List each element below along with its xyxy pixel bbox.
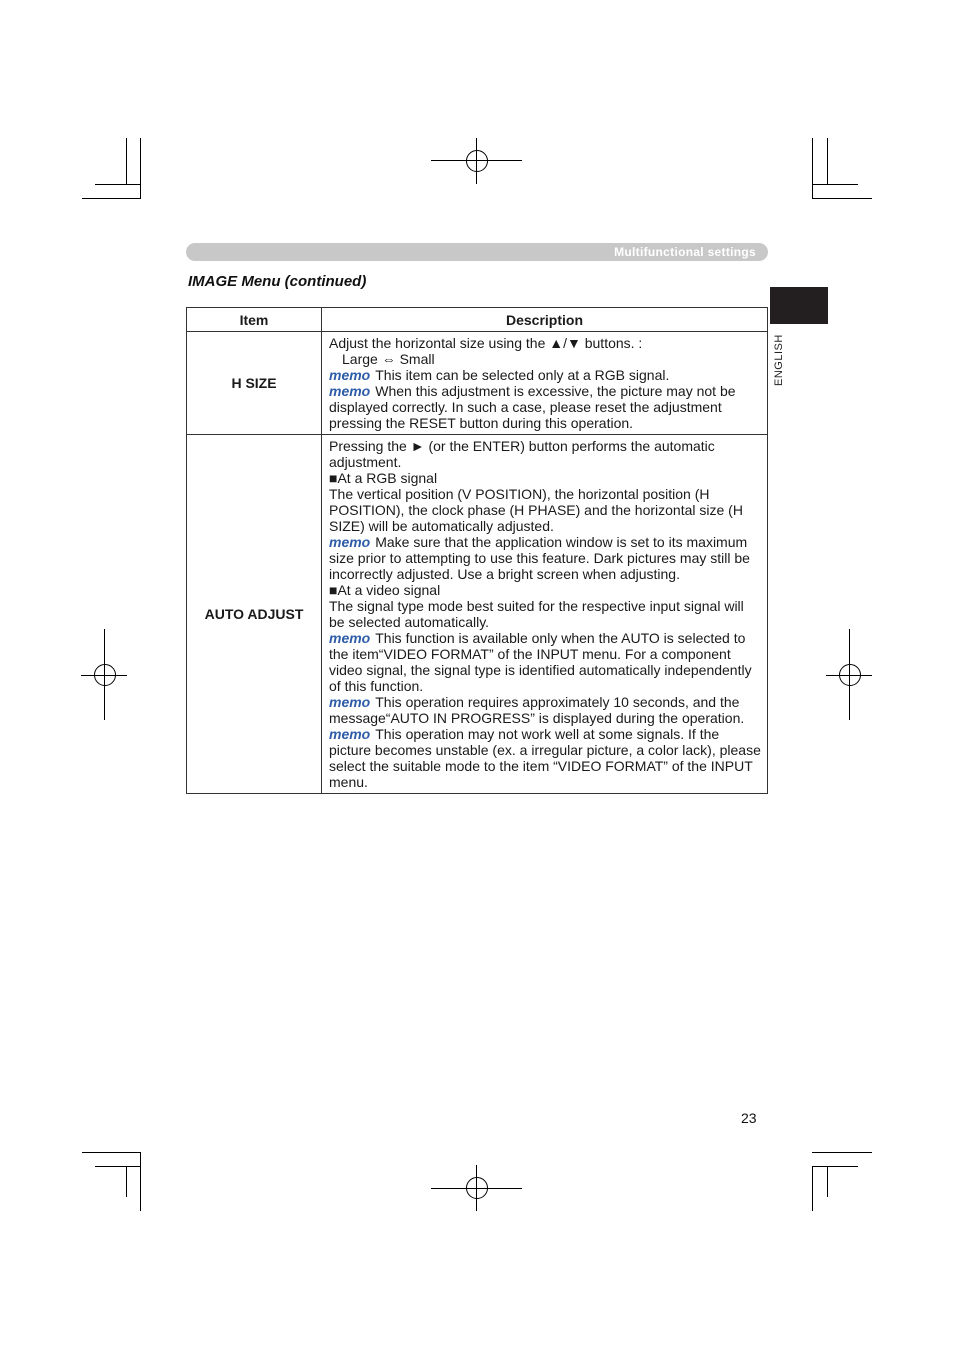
- description-line: [329, 335, 761, 351]
- description-text: ■At a video signal: [329, 582, 441, 598]
- registration-mark: [94, 664, 116, 686]
- section-header-bar: [186, 243, 768, 261]
- memo-label: memo: [329, 694, 371, 710]
- registration-mark: [466, 150, 488, 172]
- crop-mark: [126, 138, 127, 184]
- crop-mark: [95, 1166, 141, 1167]
- crop-mark: [827, 138, 828, 184]
- registration-mark: [839, 664, 861, 686]
- description-text: ■At a RGB signal: [329, 470, 438, 486]
- crop-mark: [95, 184, 141, 185]
- crop-mark: [812, 1166, 813, 1211]
- description-line: [329, 470, 761, 486]
- table-row: [187, 435, 768, 794]
- table-body: [187, 332, 768, 794]
- section-header-label: Multifunctional settings: [614, 245, 756, 259]
- description-line: [329, 486, 761, 534]
- crop-mark: [140, 1152, 141, 1211]
- description-line: [329, 630, 761, 694]
- language-label: ENGLISH: [773, 334, 785, 386]
- crop-mark: [82, 1152, 141, 1153]
- table-header-row: [187, 308, 768, 332]
- description-line: [329, 534, 761, 582]
- description-text: When this adjustment is excessive, the picture may not be displayed correctly. In such a case, please reset the adjustment pressing the RESET button during this operation.: [329, 383, 736, 431]
- crop-mark: [812, 184, 858, 185]
- description-line: [329, 582, 761, 598]
- crop-mark: [82, 198, 141, 199]
- memo-label: memo: [329, 383, 371, 399]
- description-text: The signal type mode best suited for the respective input signal will be selected automatically.: [329, 598, 744, 630]
- crop-mark: [126, 1166, 127, 1197]
- description-text: Adjust the horizontal size using the ▲/▼ buttons. :: [329, 335, 643, 351]
- page-number: 23: [741, 1110, 757, 1126]
- description-text: Pressing the ► (or the ENTER) button performs the automatic adjustment.: [329, 438, 715, 470]
- description-text: Make sure that the application window is set to its maximum size prior to attempting to use this feature. Dark pictures may still be incorrectly adjusted. Use a bright screen when adjusting.: [329, 534, 750, 582]
- description-text: This function is available only when the AUTO is selected to the item“VIDEO FORMAT” of the INPUT menu. For a component video signal, the signal type is identified automatically independently of this function.: [329, 630, 752, 694]
- description-line: [329, 383, 761, 431]
- description-text: This operation requires approximately 10 seconds, and the message“AUTO IN PROGRESS” is displayed during the operation.: [329, 694, 745, 726]
- crop-mark: [812, 1152, 872, 1153]
- description-cell: [322, 332, 768, 435]
- image-menu-table: [186, 307, 768, 794]
- description-cell: [322, 435, 768, 794]
- description-text: This item can be selected only at a RGB signal.: [375, 367, 670, 383]
- crop-mark: [140, 138, 141, 199]
- memo-label: memo: [329, 534, 371, 550]
- description-text: This operation may not work well at some signals. If the picture becomes unstable (ex. a irregular picture, a color lack), please select the suitable mode to the item “VIDEO FORMAT” of the INPUT menu.: [329, 726, 761, 790]
- table-row: [187, 332, 768, 435]
- language-tab: [770, 287, 828, 324]
- description-line: [329, 598, 761, 630]
- page-title: IMAGE Menu (continued): [188, 273, 367, 290]
- description-line: [329, 438, 761, 470]
- description-line: [329, 694, 761, 726]
- description-line: [329, 351, 761, 367]
- crop-mark: [812, 198, 872, 199]
- crop-mark: [827, 1166, 828, 1197]
- crop-mark: [812, 138, 813, 199]
- crop-mark: [812, 1166, 858, 1167]
- column-header-description: Description: [322, 308, 768, 332]
- memo-label: memo: [329, 726, 371, 742]
- description-text: Large ⇔ Small: [342, 351, 435, 367]
- memo-label: memo: [329, 630, 371, 646]
- registration-mark: [466, 1177, 488, 1199]
- description-line: [329, 726, 761, 790]
- description-text: The vertical position (V POSITION), the horizontal position (H POSITION), the clock phase (H PHASE) and the horizontal size (H SIZE) will be automatically adjusted.: [329, 486, 743, 534]
- memo-label: memo: [329, 367, 371, 383]
- description-line: [329, 367, 761, 383]
- item-name-cell: AUTO ADJUST: [187, 435, 322, 794]
- column-header-item: Item: [187, 308, 322, 332]
- item-name-cell: H SIZE: [187, 332, 322, 435]
